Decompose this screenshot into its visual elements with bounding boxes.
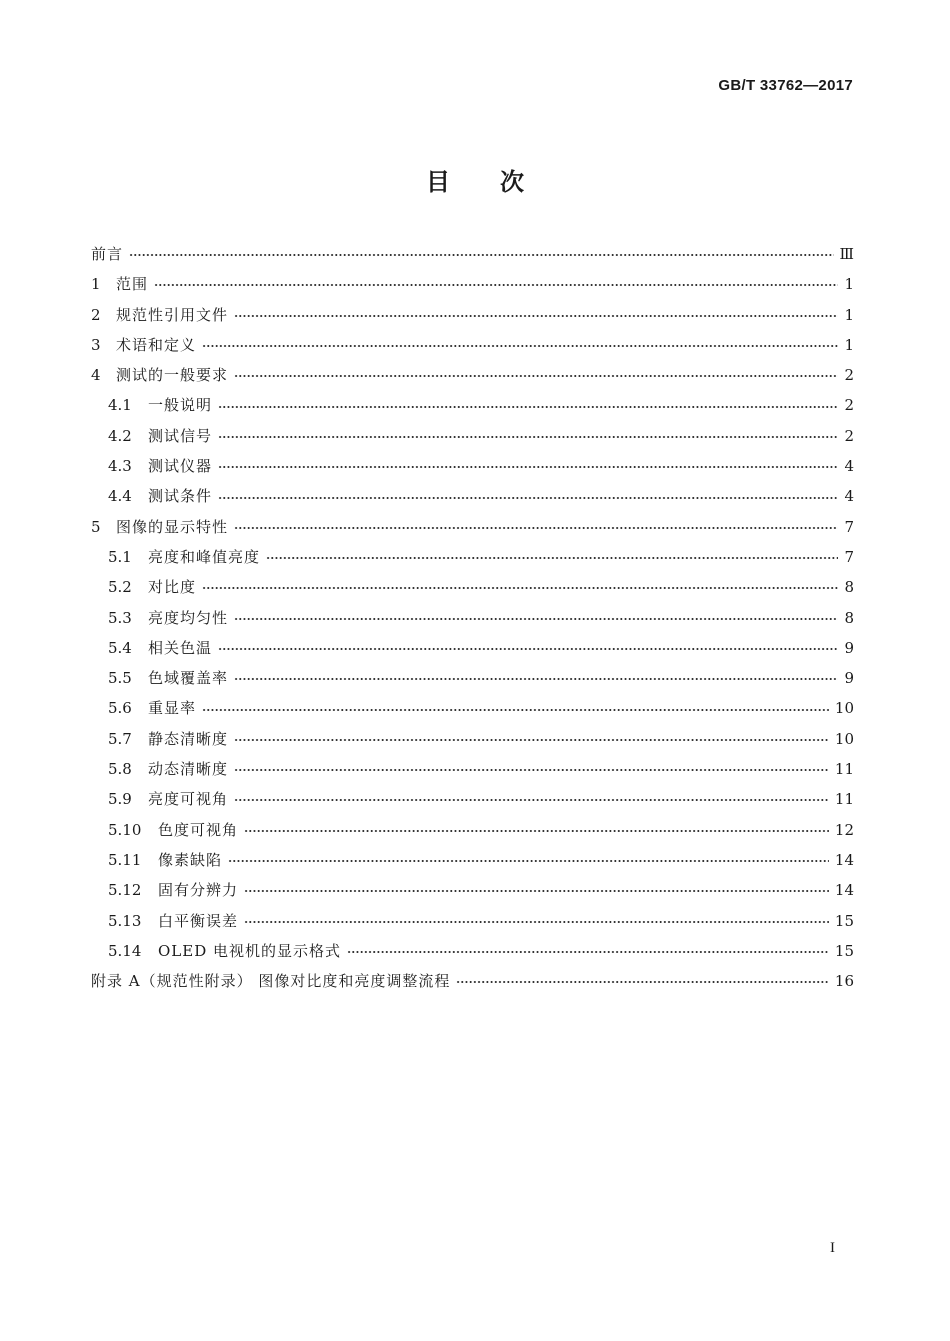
toc-entry[interactable] [91, 360, 854, 390]
toc-entry-page: 4 [844, 457, 854, 476]
toc-entry-page: 2 [844, 426, 854, 445]
dot-leader [244, 890, 829, 892]
toc-entry[interactable] [91, 481, 854, 511]
toc-entry[interactable] [91, 330, 854, 360]
toc-entry-page: 14 [834, 881, 854, 900]
toc-entry-number: 5.6 [108, 699, 132, 718]
toc-entry-number: 4 [91, 366, 101, 385]
toc-entry-number: 5.14 [108, 941, 142, 960]
dot-leader [218, 497, 838, 499]
dot-leader [244, 830, 829, 832]
toc-entry-label: 一般说明 [148, 396, 213, 415]
toc-entry[interactable] [91, 966, 854, 996]
dot-leader [234, 769, 829, 771]
toc-entry[interactable] [91, 633, 854, 663]
toc-entry[interactable] [91, 239, 854, 269]
toc-entry[interactable] [91, 269, 854, 299]
toc-entry-label: 亮度和峰值亮度 [148, 547, 261, 566]
dot-leader [234, 618, 838, 620]
toc-entry-number: 5.13 [108, 911, 142, 930]
dot-leader [347, 951, 829, 953]
toc-entry-number: 3 [91, 335, 101, 354]
toc-entry[interactable] [91, 300, 854, 330]
toc-entry[interactable] [91, 512, 854, 542]
dot-leader [129, 254, 834, 256]
toc-entry[interactable] [91, 784, 854, 814]
toc-entry-number: 4.2 [108, 426, 132, 445]
toc-entry-label: 测试信号 [148, 426, 213, 445]
dot-leader [218, 466, 838, 468]
dot-leader [244, 921, 829, 923]
toc-entry[interactable] [91, 390, 854, 420]
toc-entry-label: 测试条件 [148, 487, 213, 506]
toc-entry-label: 静态清晰度 [148, 729, 229, 748]
dot-leader [228, 860, 829, 862]
toc-entry-number: 5.1 [108, 547, 132, 566]
dot-leader [266, 557, 838, 559]
toc-entry-number: 1 [91, 275, 101, 294]
toc-entry-number: 5.7 [108, 729, 132, 748]
toc-entry-page: 1 [844, 275, 854, 294]
toc-entry-number: 5.9 [108, 790, 132, 809]
toc-entry-number: 4.3 [108, 457, 132, 476]
toc-entry-page: 11 [834, 760, 854, 779]
toc-entry-page: 14 [834, 850, 854, 869]
toc-entry-page: 9 [844, 638, 854, 657]
toc-entry-label: 色域覆盖率 [148, 669, 229, 688]
dot-leader [218, 436, 838, 438]
toc-entry-page: 2 [844, 366, 854, 385]
dot-leader [234, 739, 829, 741]
toc-entry[interactable] [91, 875, 854, 905]
toc-entry-number: 4.4 [108, 487, 132, 506]
dot-leader [218, 648, 838, 650]
toc-entry-page: 9 [844, 669, 854, 688]
toc-entry-label: 附录 A（规范性附录） 图像对比度和亮度调整流程 [91, 972, 451, 991]
toc-entry-label: 重显率 [148, 699, 197, 718]
page-number: I [830, 1240, 835, 1256]
toc-entry[interactable] [91, 906, 854, 936]
toc-entry-label: 像素缺陷 [158, 850, 223, 869]
toc-entry-label: 范围 [116, 275, 149, 294]
toc-entry-page: 10 [834, 729, 854, 748]
toc-entry[interactable] [91, 724, 854, 754]
toc-entry-page: 12 [834, 820, 854, 839]
toc-entry[interactable] [91, 754, 854, 784]
toc-entry[interactable] [91, 421, 854, 451]
page-title: 目次 [426, 168, 574, 196]
toc-entry-label: 对比度 [148, 578, 197, 597]
toc-entry-page: 7 [844, 547, 854, 566]
dot-leader [456, 981, 829, 983]
toc-entry-page: 16 [834, 972, 854, 991]
dot-leader [234, 678, 838, 680]
toc-entry[interactable] [91, 936, 854, 966]
toc-entry[interactable] [91, 603, 854, 633]
toc-entry[interactable] [91, 815, 854, 845]
toc-entry-label: 规范性引用文件 [116, 305, 229, 324]
table-of-contents [91, 239, 854, 996]
toc-entry-page: 1 [844, 335, 854, 354]
toc-entry-number: 5.4 [108, 638, 132, 657]
standard-number: GB/T 33762—2017 [718, 77, 853, 94]
toc-entry-number: 5.3 [108, 608, 132, 627]
toc-entry-label: 测试的一般要求 [116, 366, 229, 385]
dot-leader [234, 799, 829, 801]
toc-entry[interactable] [91, 693, 854, 723]
toc-entry-number: 5.8 [108, 760, 132, 779]
dot-leader [202, 345, 838, 347]
toc-entry-page: 1 [844, 305, 854, 324]
toc-entry-label: 前言 [91, 245, 124, 263]
dot-leader [154, 284, 838, 286]
toc-entry-page: 7 [844, 517, 854, 536]
toc-entry[interactable] [91, 572, 854, 602]
toc-entry-number: 5.11 [108, 850, 142, 869]
toc-entry-page: 15 [834, 911, 854, 930]
dot-leader [234, 315, 838, 317]
toc-entry-page: 11 [834, 790, 854, 809]
toc-entry-label: 色度可视角 [158, 820, 239, 839]
toc-entry-label: 亮度可视角 [148, 790, 229, 809]
toc-entry-label: 固有分辨力 [158, 881, 239, 900]
toc-entry-label: OLED 电视机的显示格式 [158, 941, 342, 960]
toc-entry-label: 术语和定义 [116, 335, 197, 354]
toc-entry-label: 动态清晰度 [148, 760, 229, 779]
toc-entry-number: 5.10 [108, 820, 142, 839]
toc-entry-label: 图像的显示特性 [116, 517, 229, 536]
toc-entry-label: 白平衡误差 [158, 911, 239, 930]
toc-entry-page: 10 [834, 699, 854, 718]
toc-entry-page: 8 [844, 578, 854, 597]
dot-leader [234, 527, 838, 529]
dot-leader [202, 709, 829, 711]
dot-leader [218, 406, 838, 408]
toc-entry-page: 8 [844, 608, 854, 627]
dot-leader [234, 375, 838, 377]
toc-entry-number: 2 [91, 305, 101, 324]
toc-entry-page: 4 [844, 487, 854, 506]
toc-entry[interactable] [91, 542, 854, 572]
toc-entry-number: 5.2 [108, 578, 132, 597]
toc-entry[interactable] [91, 663, 854, 693]
toc-entry[interactable] [91, 451, 854, 481]
toc-entry-page: 15 [834, 941, 854, 960]
toc-entry[interactable] [91, 845, 854, 875]
toc-entry-number: 4.1 [108, 396, 132, 415]
toc-entry-page: 2 [844, 396, 854, 415]
toc-entry-label: 亮度均匀性 [148, 608, 229, 627]
dot-leader [202, 587, 838, 589]
toc-entry-number: 5.5 [108, 669, 132, 688]
toc-entry-label: 测试仪器 [148, 457, 213, 476]
toc-entry-number: 5 [91, 517, 101, 536]
toc-entry-page: Ⅲ [839, 245, 854, 263]
toc-entry-number: 5.12 [108, 881, 142, 900]
toc-entry-label: 相关色温 [148, 638, 213, 657]
